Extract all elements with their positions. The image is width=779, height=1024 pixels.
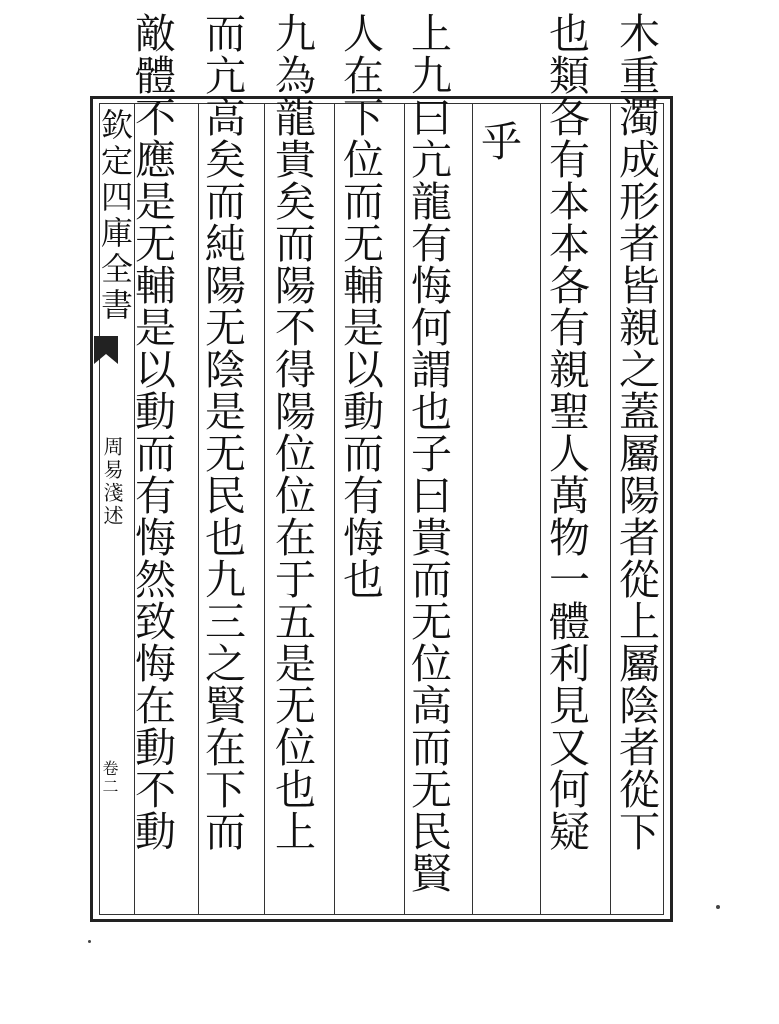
fish-tail-mark-icon: [92, 334, 120, 368]
ink-speck: [716, 905, 720, 909]
text-column-2: 也類各有本本各有親聖人萬物一體利見又何疑: [542, 12, 590, 852]
text-column-7: 而亢高矣而純陽无陰是无民也九三之賢在下而: [198, 12, 246, 852]
column-rule: [610, 104, 611, 914]
margin-volume-title: 周易淺述: [100, 436, 124, 528]
text-column-4: 上九曰亢龍有悔何謂也子曰貴而无位高而无民賢: [404, 12, 452, 894]
column-rule: [540, 104, 541, 914]
text-column-6: 九為龍貴矣而陽不得陽位位在于五是无位也上: [268, 12, 316, 852]
column-rule: [264, 104, 265, 914]
ink-speck: [88, 940, 91, 943]
text-column-3: 乎: [474, 120, 522, 162]
text-column-8: 敵體不應是无輔是以動而有悔然致悔在動不動: [128, 12, 176, 852]
margin-page-number: 卷二: [100, 760, 119, 796]
margin-book-title: 欽定四庫全書: [96, 108, 134, 324]
column-rule: [472, 104, 473, 914]
column-rule: [334, 104, 335, 914]
text-column-1: 木重濁成形者皆親之蓋屬陽者從上屬陰者從下: [612, 12, 660, 852]
text-column-5: 人在下位而无輔是以動而有悔也: [336, 12, 384, 600]
